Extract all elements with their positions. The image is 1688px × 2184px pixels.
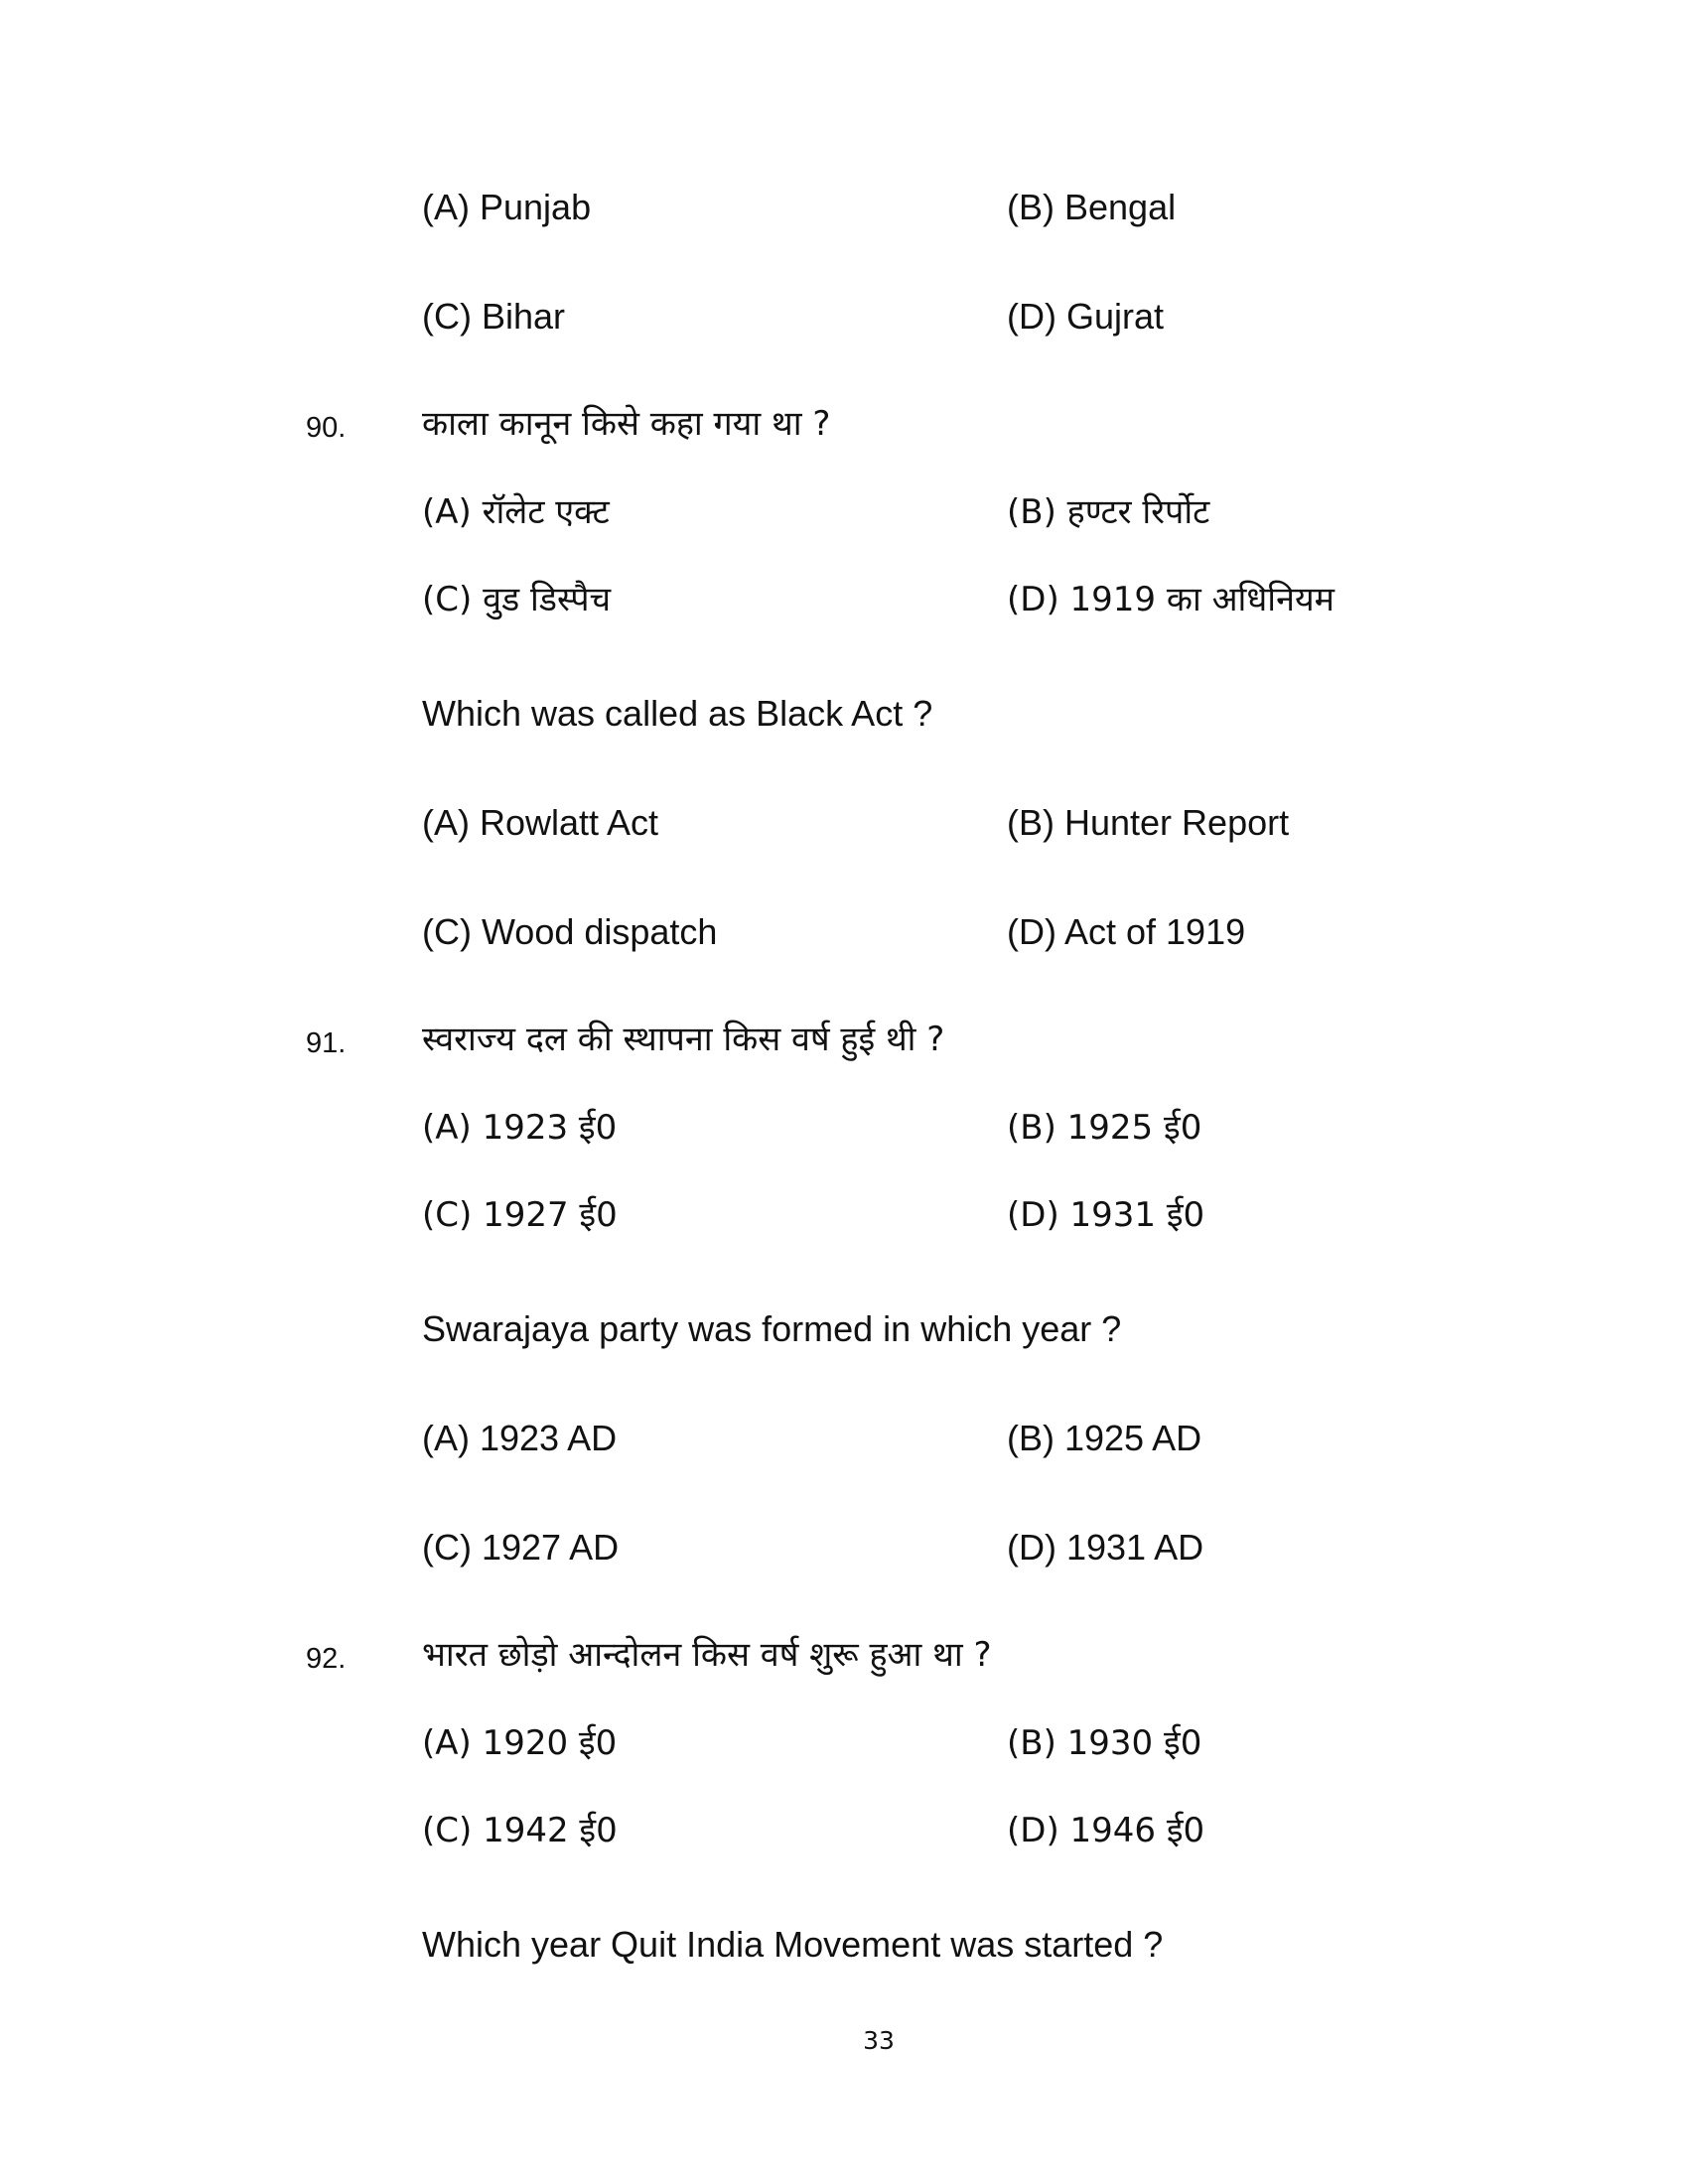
q91-option-b: (B) 1925 AD (1007, 1418, 1202, 1458)
q91-hindi-option-c: (C) 1927 ई0 (422, 1195, 618, 1235)
question-92-english: Which year Quit India Movement was started ? (422, 1924, 1164, 1965)
question-90-english: Which was called as Black Act ? (422, 693, 933, 734)
q90-option-d: (D) Act of 1919 (1007, 911, 1246, 952)
q90-hindi-option-b: (B) हण्टर रिर्पोट (1007, 492, 1210, 532)
q90-option-c: (C) Wood dispatch (422, 911, 718, 952)
q91-option-c: (C) 1927 AD (422, 1527, 620, 1568)
q92-hindi-option-b: (B) 1930 ई0 (1007, 1723, 1202, 1763)
page-number: 33 (863, 2026, 895, 2055)
question-91-hindi: स्वराज्य दल की स्थापना किस वर्ष हुई थी ? (422, 1020, 945, 1059)
q91-option-a: (A) 1923 AD (422, 1418, 618, 1458)
question-91-english: Swarajaya party was formed in which year ? (422, 1308, 1122, 1349)
q90-hindi-option-d: (D) 1919 का अधिनियम (1007, 580, 1335, 619)
q91-hindi-option-d: (D) 1931 ई0 (1007, 1195, 1205, 1235)
question-number-91: 91. (306, 1027, 347, 1059)
q90-hindi-option-a: (A) रॉलेट एक्ट (422, 492, 610, 532)
prev-option-c: (C) Bihar (422, 296, 566, 337)
prev-option-b: (B) Bengal (1007, 187, 1177, 227)
q90-option-b: (B) Hunter Report (1007, 802, 1290, 843)
question-number-90: 90. (306, 412, 347, 444)
q91-hindi-option-b: (B) 1925 ई0 (1007, 1108, 1202, 1148)
q92-hindi-option-d: (D) 1946 ई0 (1007, 1811, 1205, 1850)
q92-hindi-option-c: (C) 1942 ई0 (422, 1811, 618, 1850)
question-90-hindi: काला कानून किसे कहा गया था ? (422, 404, 831, 444)
prev-option-d: (D) Gujrat (1007, 296, 1165, 337)
question-92-hindi: भारत छोड़ो आन्दोलन किस वर्ष शुरू हुआ था ? (422, 1635, 992, 1675)
q91-option-d: (D) 1931 AD (1007, 1527, 1204, 1568)
q92-hindi-option-a: (A) 1920 ई0 (422, 1723, 618, 1763)
q90-hindi-option-c: (C) वुड डिस्पैच (422, 580, 612, 619)
prev-option-a: (A) Punjab (422, 187, 592, 227)
question-number-92: 92. (306, 1643, 347, 1675)
q90-option-a: (A) Rowlatt Act (422, 802, 659, 843)
q91-hindi-option-a: (A) 1923 ई0 (422, 1108, 618, 1148)
